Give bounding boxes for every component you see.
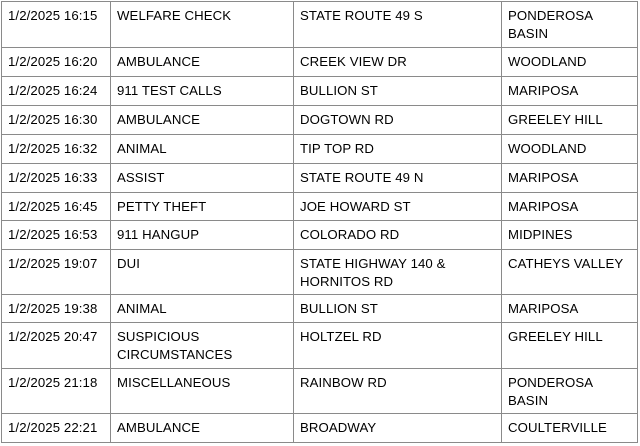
location-cell: BROADWAY: [294, 414, 502, 443]
area-cell: WOODLAND: [502, 135, 638, 164]
area-cell: WOODLAND: [502, 48, 638, 77]
table-row: [2, 48, 638, 77]
call-type-cell: SUSPICIOUS CIRCUMSTANCES: [111, 323, 294, 369]
table-row: [2, 369, 638, 414]
datetime-cell: 1/2/2025 20:47: [2, 323, 111, 369]
location-cell: RAINBOW RD: [294, 369, 502, 414]
call-type-cell: AMBULANCE: [111, 414, 294, 443]
call-type-cell: WELFARE CHECK: [111, 2, 294, 48]
location-cell: STATE ROUTE 49 N: [294, 164, 502, 193]
area-cell: PONDEROSA BASIN: [502, 369, 638, 414]
call-type-cell: AMBULANCE: [111, 48, 294, 77]
area-cell: CATHEYS VALLEY: [502, 250, 638, 295]
table-row: [2, 77, 638, 106]
table-row: [2, 164, 638, 193]
location-cell: JOE HOWARD ST: [294, 193, 502, 221]
location-cell: TIP TOP RD: [294, 135, 502, 164]
datetime-cell: 1/2/2025 16:45: [2, 193, 111, 221]
table-row: [2, 221, 638, 250]
datetime-cell: 1/2/2025 16:32: [2, 135, 111, 164]
datetime-cell: 1/2/2025 19:38: [2, 295, 111, 323]
area-cell: GREELEY HILL: [502, 323, 638, 369]
call-type-cell: DUI: [111, 250, 294, 295]
table-row: [2, 295, 638, 323]
datetime-cell: 1/2/2025 19:07: [2, 250, 111, 295]
location-cell: HOLTZEL RD: [294, 323, 502, 369]
location-cell: STATE ROUTE 49 S: [294, 2, 502, 48]
call-type-cell: 911 HANGUP: [111, 221, 294, 250]
area-cell: MIDPINES: [502, 221, 638, 250]
table-row: [2, 323, 638, 369]
call-type-cell: 911 TEST CALLS: [111, 77, 294, 106]
datetime-cell: 1/2/2025 16:30: [2, 106, 111, 135]
location-cell: BULLION ST: [294, 295, 502, 323]
location-cell: STATE HIGHWAY 140 & HORNITOS RD: [294, 250, 502, 295]
datetime-cell: 1/2/2025 22:21: [2, 414, 111, 443]
table-row: [2, 193, 638, 221]
call-type-cell: AMBULANCE: [111, 106, 294, 135]
table-row: [2, 135, 638, 164]
datetime-cell: 1/2/2025 16:20: [2, 48, 111, 77]
call-type-cell: PETTY THEFT: [111, 193, 294, 221]
area-cell: COULTERVILLE: [502, 414, 638, 443]
datetime-cell: 1/2/2025 21:18: [2, 369, 111, 414]
call-type-cell: ANIMAL: [111, 135, 294, 164]
area-cell: GREELEY HILL: [502, 106, 638, 135]
table-row: [2, 414, 638, 443]
area-cell: MARIPOSA: [502, 193, 638, 221]
location-cell: CREEK VIEW DR: [294, 48, 502, 77]
location-cell: COLORADO RD: [294, 221, 502, 250]
location-cell: BULLION ST: [294, 77, 502, 106]
datetime-cell: 1/2/2025 16:15: [2, 2, 111, 48]
area-cell: MARIPOSA: [502, 77, 638, 106]
call-log-body: [2, 2, 638, 443]
area-cell: PONDEROSA BASIN: [502, 2, 638, 48]
location-cell: DOGTOWN RD: [294, 106, 502, 135]
table-row: [2, 250, 638, 295]
area-cell: MARIPOSA: [502, 164, 638, 193]
datetime-cell: 1/2/2025 16:24: [2, 77, 111, 106]
datetime-cell: 1/2/2025 16:33: [2, 164, 111, 193]
table-row: [2, 106, 638, 135]
table-row: [2, 2, 638, 48]
call-log-table: [1, 1, 638, 443]
call-type-cell: ANIMAL: [111, 295, 294, 323]
call-type-cell: ASSIST: [111, 164, 294, 193]
area-cell: MARIPOSA: [502, 295, 638, 323]
datetime-cell: 1/2/2025 16:53: [2, 221, 111, 250]
call-type-cell: MISCELLANEOUS: [111, 369, 294, 414]
